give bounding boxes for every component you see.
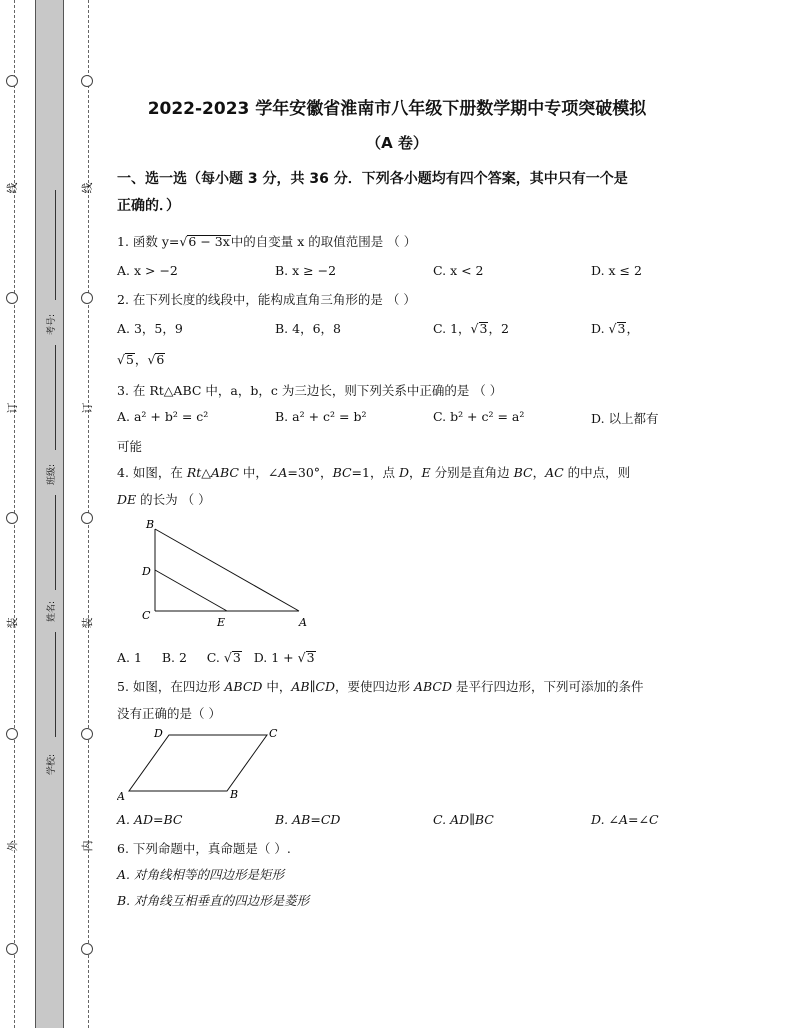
inner-char: 订 (81, 402, 94, 414)
inner-char: 内 (81, 840, 94, 852)
q2-c-pre: C. 1， (433, 321, 471, 336)
sqrt-sign: √ (179, 234, 188, 249)
exam-number-label: 考号: (47, 313, 57, 335)
exam-number-line (55, 190, 56, 300)
q5-label-c: C (269, 727, 278, 740)
binding-circle (6, 728, 18, 740)
q4-bc: BC (332, 465, 352, 480)
school-line (55, 632, 56, 737)
q2-d-rad3: 6 (156, 352, 165, 367)
q1-radicand: 6 − 3x (188, 234, 230, 249)
q4-d-pre: D. 1 + (253, 650, 298, 665)
q5-abcd: ABCD (224, 679, 263, 694)
q4-bc: BC (513, 465, 533, 480)
name-line (55, 495, 56, 590)
q1-stem-post: 中的自变量 x 的取值范围是 （ ） (230, 234, 417, 249)
binding-circle (81, 728, 93, 740)
section-heading-line1: 一、选一选（每小题 3 分，共 36 分．下列各小题均有四个答案，其中只有一个是 (117, 171, 628, 187)
sqrt-sign: √ (608, 321, 617, 336)
q3-option-b: B. a² + c² = b² (275, 409, 367, 424)
q5-label-b: B (230, 788, 239, 801)
question-2-stem: 2. 在下列长度的线段中，能构成直角三角形的是 （ ） (117, 292, 416, 307)
q4-text: =30°， (287, 465, 333, 480)
q2-d-rad2: 5 (125, 352, 134, 367)
sqrt-sign: √ (117, 352, 125, 367)
q4-text: ， (408, 465, 422, 480)
sqrt-sign: √ (223, 650, 232, 665)
q4-triangle-figure (137, 515, 337, 633)
q4-text: =1，点 (351, 465, 399, 480)
q4-text: 中，∠ (238, 465, 279, 480)
q5-option-a: A. AD=BC (117, 812, 183, 827)
q2-option-a: A. 3，5，9 (117, 321, 183, 336)
sqrt-sign: √ (470, 321, 479, 336)
q1-option-c: C. x < 2 (433, 263, 484, 278)
q2-d-sep: ， (626, 321, 639, 336)
section-heading-line2: 正确的．） (117, 198, 180, 214)
binding-circle (81, 943, 93, 955)
q3-option-c: C. b² + c² = a² (433, 409, 525, 424)
q4-text: ， (532, 465, 546, 480)
class-line (55, 345, 56, 450)
q4-c-pre: C. (206, 650, 224, 665)
question-4-stem-line2 (117, 490, 211, 508)
q2-d-pre: D. (591, 321, 609, 336)
q4-text: 的长为 （ ） (136, 492, 211, 507)
question-1-stem (117, 232, 416, 250)
sqrt-sign: √ (297, 650, 306, 665)
q4-option-d (254, 650, 316, 665)
q2-option-d-cont (117, 350, 165, 368)
class-label: 班级: (47, 463, 57, 485)
school-label: 学校: (47, 753, 57, 775)
inner-char: 装 (81, 617, 94, 629)
q2-d-rad1: 3 (617, 321, 626, 336)
question-3-stem: 3. 在 Rt△ABC 中，a，b，c 为三边长，则下列关系中正确的是 （ ） (117, 383, 503, 398)
outer-char: 装 (6, 617, 19, 629)
binding-circle (6, 943, 18, 955)
q4-d-rad: 3 (306, 650, 315, 665)
q4-option-b: B. 2 (161, 650, 187, 665)
q2-d-sep2: ， (134, 352, 148, 367)
q4-triangle: Rt△ABC (186, 465, 239, 480)
binding-circle (6, 512, 18, 524)
q4-de: DE (117, 492, 137, 507)
binding-circle (81, 75, 93, 87)
q5-label-a: A (117, 790, 125, 803)
q4-text: 的中点，则 (563, 465, 631, 480)
q4-text: 4. 如图，在 (117, 465, 187, 480)
binding-circle (81, 512, 93, 524)
q2-option-c (433, 319, 509, 337)
q5-parallel: AB∥CD (291, 679, 335, 694)
outer-char: 外 (6, 840, 19, 852)
question-6-stem: 6. 下列命题中，真命题是（ ）. (117, 841, 291, 856)
q1-option-a: A. x > −2 (117, 263, 178, 278)
q4-point-e: E (421, 465, 431, 480)
q5-option-c: C. AD∥BC (433, 812, 494, 827)
section-heading (117, 166, 677, 220)
q2-option-b: B. 4，6，8 (275, 321, 341, 336)
q4-option-a: A. 1 (117, 650, 142, 665)
q3-option-d: D. 以上都有 (591, 411, 659, 426)
q4-text: 分别是直角边 (430, 465, 514, 480)
q5-parallelogram-figure (117, 725, 292, 805)
q4-label-a: A (299, 616, 307, 629)
q1-stem-pre: 1. 函数 y= (117, 234, 180, 249)
q4-label-b: B (146, 518, 155, 531)
q1-option-d: D. x ≤ 2 (591, 263, 642, 278)
q3-option-a: A. a² + b² = c² (117, 409, 209, 424)
outer-char: 线 (6, 182, 19, 194)
question-4-stem-line1 (117, 463, 630, 481)
q4-label-e: E (217, 616, 226, 629)
sqrt-sign: √ (147, 352, 156, 367)
q5-text: 5. 如图，在四边形 (117, 679, 225, 694)
outer-char: 订 (6, 402, 19, 414)
q5-option-b: B. AB=CD (275, 812, 341, 827)
q5-abcd: ABCD (413, 679, 452, 694)
q4-point-d: D (398, 465, 409, 480)
q6-option-b: B. 对角线互相垂直的四边形是菱形 (117, 893, 310, 908)
page-subtitle: （A 卷） (366, 134, 428, 152)
q1-option-b: B. x ≥ −2 (275, 263, 337, 278)
q2-c-post: ，2 (488, 321, 509, 336)
q5-option-d: D. ∠A=∠C (591, 812, 659, 827)
q5-text: ，要使四边形 (334, 679, 414, 694)
q4-option-c (207, 650, 242, 665)
binding-circle (6, 75, 18, 87)
question-5-stem-line1 (117, 677, 643, 695)
question-5-stem-line2: 没有正确的是（ ） (117, 706, 221, 721)
q4-label-c: C (142, 609, 151, 622)
binding-margin (0, 0, 110, 1028)
q5-text: 中， (262, 679, 292, 694)
q4-c-rad: 3 (232, 650, 241, 665)
binding-circle (81, 292, 93, 304)
q2-option-d (591, 319, 639, 337)
binding-band (35, 0, 64, 1028)
q6-option-a: A. 对角线相等的四边形是矩形 (117, 867, 284, 882)
q2-c-rad: 3 (479, 321, 488, 336)
inner-char: 线 (81, 182, 94, 194)
q5-label-d: D (154, 727, 163, 740)
q3-option-d-cont: 可能 (117, 439, 143, 454)
binding-circle (6, 292, 18, 304)
q4-ac: AC (545, 465, 564, 480)
q4-options (117, 650, 316, 665)
page-title: 2022-2023 学年安徽省淮南市八年级下册数学期中专项突破模拟 (147, 99, 647, 119)
q5-text: 是平行四边形，下列可添加的条件 (451, 679, 644, 694)
name-label: 姓名: (47, 600, 57, 622)
q4-angle-a: A (278, 465, 288, 480)
q4-label-d: D (142, 565, 151, 578)
